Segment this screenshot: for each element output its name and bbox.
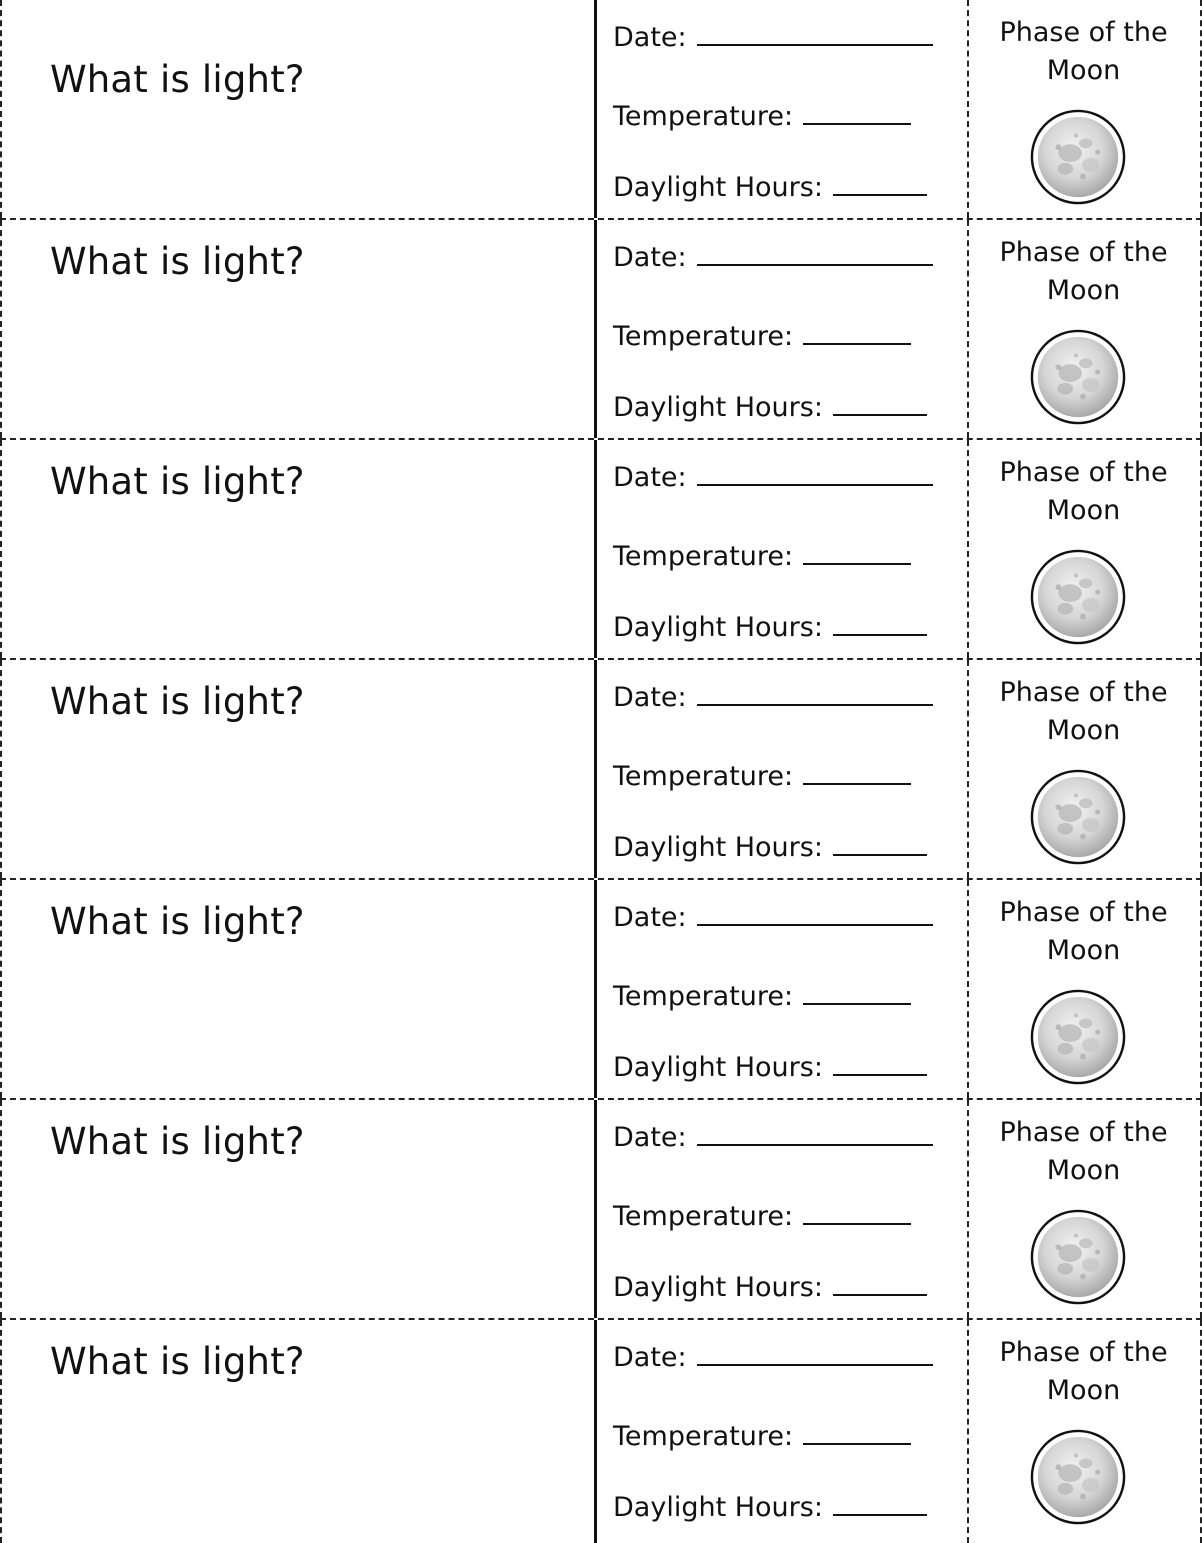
question-cell bbox=[0, 1100, 594, 1318]
date-blank[interactable] bbox=[697, 483, 933, 486]
moon-phase-line1: Phase of the bbox=[999, 457, 1168, 488]
full-moon-icon bbox=[1029, 768, 1127, 866]
daylight-blank[interactable] bbox=[833, 1513, 927, 1516]
question-cell bbox=[0, 880, 594, 1098]
data-cell bbox=[594, 1100, 969, 1318]
date-field[interactable] bbox=[613, 1122, 933, 1153]
moon-phase-line1: Phase of the bbox=[999, 897, 1168, 928]
moon-phase-line2: Moon bbox=[1046, 1375, 1121, 1406]
data-cell bbox=[594, 660, 969, 878]
temperature-label: Temperature: bbox=[613, 321, 794, 352]
date-blank[interactable] bbox=[697, 703, 933, 706]
entry-row bbox=[0, 220, 1202, 440]
date-label: Date: bbox=[613, 1342, 687, 1373]
moon-phase-line2: Moon bbox=[1046, 715, 1121, 746]
entry-row bbox=[0, 660, 1202, 880]
temperature-blank[interactable] bbox=[803, 562, 911, 565]
temperature-blank[interactable] bbox=[803, 1442, 911, 1445]
daylight-label: Daylight Hours: bbox=[613, 832, 823, 863]
date-blank[interactable] bbox=[697, 1143, 933, 1146]
daylight-blank[interactable] bbox=[833, 633, 927, 636]
moon-phase-heading bbox=[969, 234, 1198, 310]
temperature-label: Temperature: bbox=[613, 761, 794, 792]
temperature-field[interactable] bbox=[613, 101, 911, 132]
daylight-field[interactable] bbox=[613, 392, 927, 423]
question-text: What is light? bbox=[50, 1340, 305, 1383]
temperature-field[interactable] bbox=[613, 761, 911, 792]
data-cell bbox=[594, 880, 969, 1098]
moon-phase-line1: Phase of the bbox=[999, 1117, 1168, 1148]
moon-phase-line2: Moon bbox=[1046, 1155, 1121, 1186]
date-field[interactable] bbox=[613, 682, 933, 713]
temperature-field[interactable] bbox=[613, 541, 911, 572]
date-blank[interactable] bbox=[697, 263, 933, 266]
question-text: What is light? bbox=[50, 680, 305, 723]
moon-phase-heading bbox=[969, 14, 1198, 90]
date-blank[interactable] bbox=[697, 923, 933, 926]
question-text: What is light? bbox=[50, 58, 305, 101]
temperature-blank[interactable] bbox=[803, 782, 911, 785]
daylight-label: Daylight Hours: bbox=[613, 1272, 823, 1303]
temperature-field[interactable] bbox=[613, 1201, 911, 1232]
date-label: Date: bbox=[613, 902, 687, 933]
daylight-label: Daylight Hours: bbox=[613, 612, 823, 643]
full-moon-icon bbox=[1029, 108, 1127, 206]
temperature-label: Temperature: bbox=[613, 1421, 794, 1452]
daylight-field[interactable] bbox=[613, 1492, 927, 1523]
temperature-label: Temperature: bbox=[613, 541, 794, 572]
date-label: Date: bbox=[613, 22, 687, 53]
temperature-blank[interactable] bbox=[803, 1002, 911, 1005]
date-field[interactable] bbox=[613, 22, 933, 53]
question-cell bbox=[0, 220, 594, 438]
data-cell bbox=[594, 440, 969, 658]
date-field[interactable] bbox=[613, 902, 933, 933]
moon-phase-cell bbox=[969, 880, 1202, 1098]
moon-phase-line2: Moon bbox=[1046, 495, 1121, 526]
temperature-blank[interactable] bbox=[803, 1222, 911, 1225]
moon-phase-line2: Moon bbox=[1046, 935, 1121, 966]
moon-phase-heading bbox=[969, 674, 1198, 750]
entry-row bbox=[0, 880, 1202, 1100]
daylight-blank[interactable] bbox=[833, 1293, 927, 1296]
question-cell bbox=[0, 440, 594, 658]
daylight-label: Daylight Hours: bbox=[613, 172, 823, 203]
temperature-label: Temperature: bbox=[613, 981, 794, 1012]
moon-phase-heading bbox=[969, 454, 1198, 530]
full-moon-icon bbox=[1029, 548, 1127, 646]
moon-phase-line2: Moon bbox=[1046, 275, 1121, 306]
moon-phase-line1: Phase of the bbox=[999, 1337, 1168, 1368]
temperature-blank[interactable] bbox=[803, 122, 911, 125]
question-cell bbox=[0, 1320, 594, 1543]
daylight-field[interactable] bbox=[613, 1052, 927, 1083]
daylight-label: Daylight Hours: bbox=[613, 1052, 823, 1083]
full-moon-icon bbox=[1029, 1208, 1127, 1306]
question-cell bbox=[0, 0, 594, 218]
temperature-blank[interactable] bbox=[803, 342, 911, 345]
date-label: Date: bbox=[613, 1122, 687, 1153]
date-blank[interactable] bbox=[697, 43, 933, 46]
data-cell bbox=[594, 220, 969, 438]
temperature-field[interactable] bbox=[613, 321, 911, 352]
temperature-field[interactable] bbox=[613, 1421, 911, 1452]
moon-phase-cell bbox=[969, 660, 1202, 878]
moon-phase-line1: Phase of the bbox=[999, 677, 1168, 708]
daylight-blank[interactable] bbox=[833, 413, 927, 416]
full-moon-icon bbox=[1029, 1428, 1127, 1526]
full-moon-icon bbox=[1029, 988, 1127, 1086]
entry-row bbox=[0, 0, 1202, 220]
question-cell bbox=[0, 660, 594, 878]
moon-phase-heading bbox=[969, 894, 1198, 970]
moon-phase-line2: Moon bbox=[1046, 55, 1121, 86]
data-cell bbox=[594, 0, 969, 218]
daylight-field[interactable] bbox=[613, 612, 927, 643]
moon-phase-line1: Phase of the bbox=[999, 237, 1168, 268]
date-label: Date: bbox=[613, 682, 687, 713]
entry-row bbox=[0, 1100, 1202, 1320]
moon-phase-heading bbox=[969, 1334, 1198, 1410]
daylight-field[interactable] bbox=[613, 1272, 927, 1303]
question-text: What is light? bbox=[50, 460, 305, 503]
question-text: What is light? bbox=[50, 900, 305, 943]
question-text: What is light? bbox=[50, 1120, 305, 1163]
daylight-field[interactable] bbox=[613, 172, 927, 203]
daylight-blank[interactable] bbox=[833, 853, 927, 856]
temperature-label: Temperature: bbox=[613, 1201, 794, 1232]
daylight-blank[interactable] bbox=[833, 193, 927, 196]
moon-phase-cell bbox=[969, 220, 1202, 438]
moon-phase-cell bbox=[969, 1320, 1202, 1543]
daylight-field[interactable] bbox=[613, 832, 927, 863]
moon-phase-line1: Phase of the bbox=[999, 17, 1168, 48]
moon-phase-heading bbox=[969, 1114, 1198, 1190]
moon-phase-cell bbox=[969, 1100, 1202, 1318]
daylight-label: Daylight Hours: bbox=[613, 1492, 823, 1523]
temperature-field[interactable] bbox=[613, 981, 911, 1012]
date-field[interactable] bbox=[613, 462, 933, 493]
date-field[interactable] bbox=[613, 1342, 933, 1373]
date-label: Date: bbox=[613, 462, 687, 493]
daylight-blank[interactable] bbox=[833, 1073, 927, 1076]
moon-phase-cell bbox=[969, 440, 1202, 658]
daylight-label: Daylight Hours: bbox=[613, 392, 823, 423]
data-cell bbox=[594, 1320, 969, 1543]
date-field[interactable] bbox=[613, 242, 933, 273]
moon-phase-cell bbox=[969, 0, 1202, 218]
date-label: Date: bbox=[613, 242, 687, 273]
date-blank[interactable] bbox=[697, 1363, 933, 1366]
entry-row bbox=[0, 1320, 1202, 1543]
temperature-label: Temperature: bbox=[613, 101, 794, 132]
entry-row bbox=[0, 440, 1202, 660]
full-moon-icon bbox=[1029, 328, 1127, 426]
question-text: What is light? bbox=[50, 240, 305, 283]
